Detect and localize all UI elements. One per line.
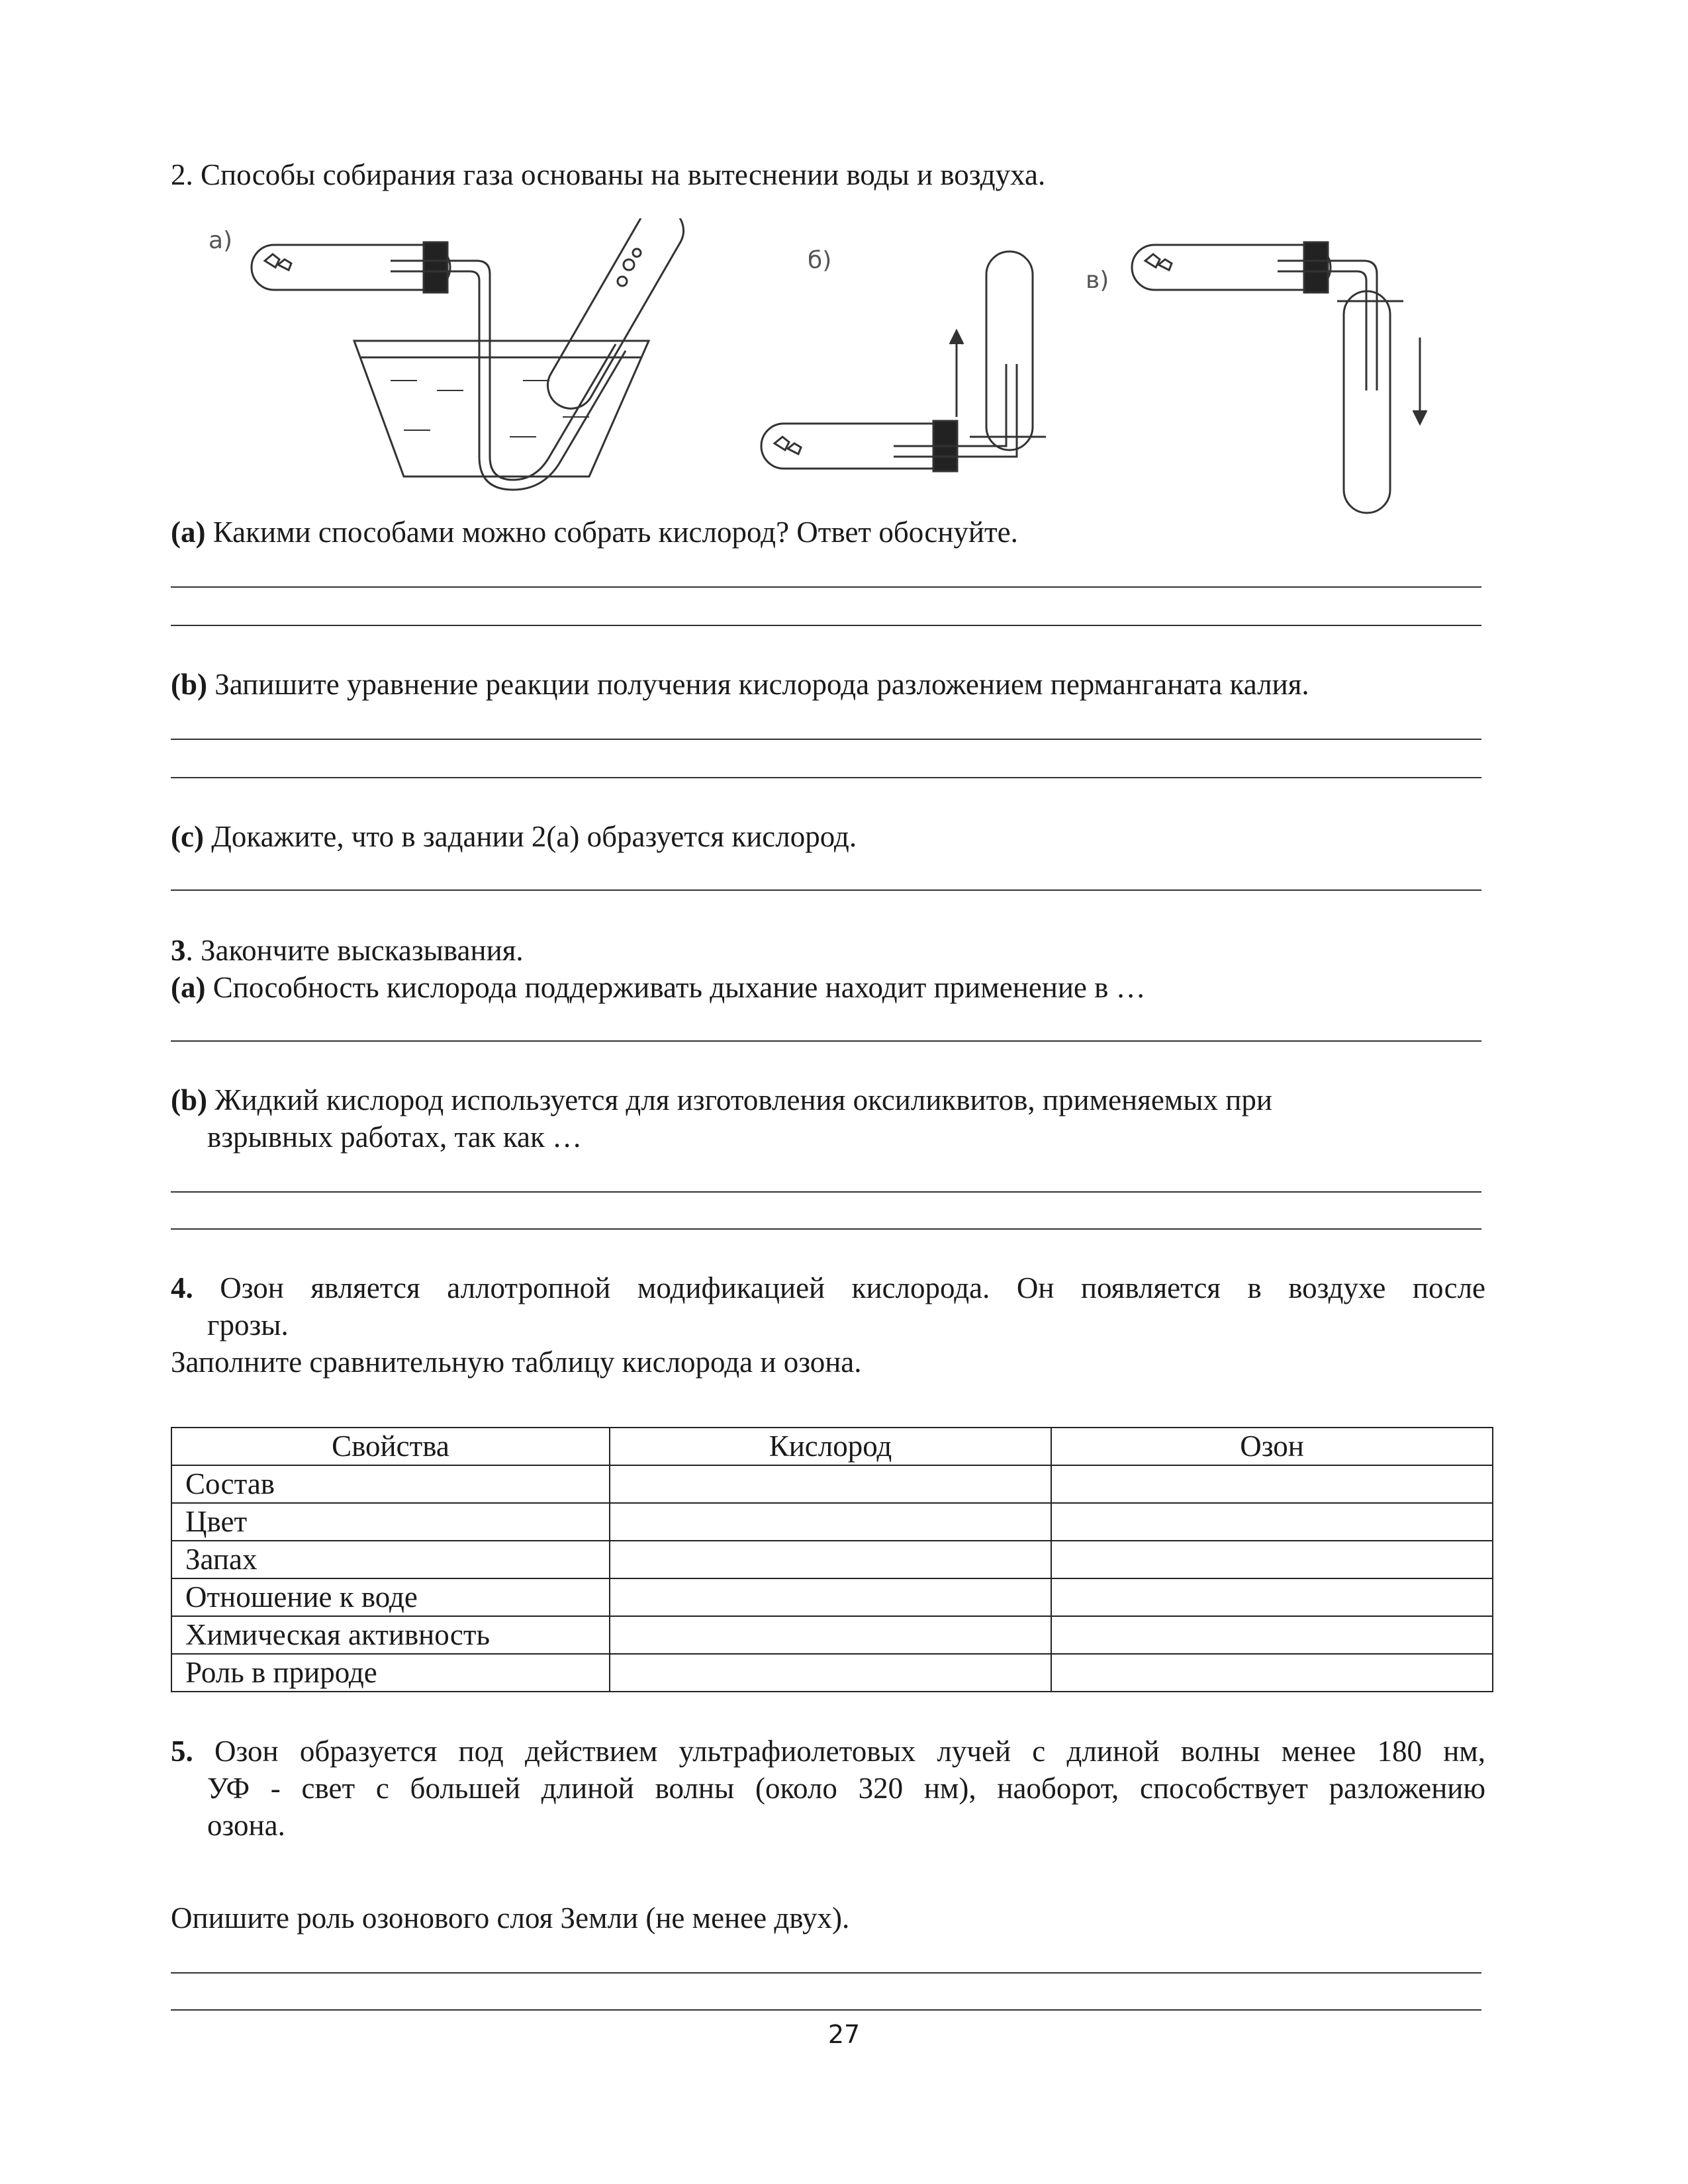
table-row bbox=[171, 1503, 1493, 1541]
ozone-cell[interactable] bbox=[1051, 1654, 1493, 1692]
q4-text: Озон является аллотропной модификацией кислорода. Он появляется в воздухе после bbox=[220, 1271, 1485, 1304]
answer-line[interactable] bbox=[171, 889, 1481, 891]
q2a-text: Какими способами можно собрать кислород? Ответ обоснуйте. bbox=[212, 516, 1018, 549]
q3a-question bbox=[171, 969, 1146, 1006]
header-oxygen: Кислород bbox=[610, 1428, 1051, 1465]
q2c-label: (c) bbox=[171, 820, 204, 853]
header-properties: Свойства bbox=[171, 1428, 610, 1465]
oxygen-cell[interactable] bbox=[610, 1465, 1051, 1503]
table-row bbox=[171, 1541, 1493, 1578]
gas-collection-diagram bbox=[192, 218, 1489, 529]
q4-text-line2: грозы. bbox=[207, 1308, 289, 1342]
answer-line[interactable] bbox=[171, 2009, 1481, 2011]
row-label: Отношение к воде bbox=[171, 1578, 610, 1616]
ozone-cell[interactable] bbox=[1051, 1465, 1493, 1503]
ozone-cell[interactable] bbox=[1051, 1578, 1493, 1616]
answer-line[interactable] bbox=[171, 1972, 1481, 1974]
ozone-cell[interactable] bbox=[1051, 1541, 1493, 1578]
table-header-row bbox=[171, 1428, 1493, 1465]
row-label: Роль в природе bbox=[171, 1654, 610, 1692]
answer-line[interactable] bbox=[171, 777, 1481, 778]
q2-heading: 2. Способы собирания газа основаны на вытеснении воды и воздуха. bbox=[171, 158, 1046, 191]
row-label: Запах bbox=[171, 1541, 610, 1578]
stopper-a bbox=[424, 242, 447, 293]
row-label: Цвет bbox=[171, 1503, 610, 1541]
q4-number: 4. bbox=[171, 1271, 193, 1304]
q3-heading bbox=[171, 932, 524, 969]
figure-label-v: в) bbox=[1086, 267, 1109, 294]
figure-label-a: а) bbox=[209, 227, 233, 254]
table-row bbox=[171, 1616, 1493, 1654]
row-label: Химическая активность bbox=[171, 1616, 610, 1654]
oxygen-cell[interactable] bbox=[610, 1654, 1051, 1692]
q3b-text-line2: взрывных работах, так как … bbox=[207, 1120, 583, 1154]
q2c-text: Докажите, что в задании 2(а) образуется кислород. bbox=[211, 820, 857, 853]
oxygen-cell[interactable] bbox=[610, 1578, 1051, 1616]
figure-label-b: б) bbox=[808, 247, 832, 274]
table-row bbox=[171, 1578, 1493, 1616]
answer-line[interactable] bbox=[171, 586, 1481, 588]
q3-number: 3 bbox=[171, 934, 186, 967]
oxygen-cell[interactable] bbox=[610, 1616, 1051, 1654]
q2c-question bbox=[171, 818, 857, 855]
table-row bbox=[171, 1654, 1493, 1692]
header-ozone: Озон bbox=[1051, 1428, 1493, 1465]
q3-heading-text: . Закончите высказывания. bbox=[185, 934, 524, 967]
delivery-tube-a bbox=[391, 261, 616, 480]
gas-collection-figure bbox=[192, 218, 1489, 529]
ozone-cell[interactable] bbox=[1051, 1616, 1493, 1654]
q3a-label: (a) bbox=[171, 971, 206, 1004]
answer-line[interactable] bbox=[171, 1228, 1481, 1230]
oxygen-cell[interactable] bbox=[610, 1541, 1051, 1578]
q5-text-line3: озона. bbox=[207, 1809, 285, 1842]
q5-text-line1 bbox=[171, 1733, 1485, 1770]
answer-line[interactable] bbox=[171, 625, 1481, 626]
q4-instruction: Заполните сравнительную таблицу кислорода и озона. bbox=[171, 1345, 862, 1379]
ozone-cell[interactable] bbox=[1051, 1503, 1493, 1541]
q5-number: 5. bbox=[171, 1735, 193, 1768]
q2b-text: Запишите уравнение реакции получения кислорода разложением перманганата калия. bbox=[214, 668, 1309, 701]
q3b-question bbox=[171, 1081, 1272, 1118]
page-number: 27 bbox=[827, 2020, 861, 2049]
answer-line[interactable] bbox=[171, 1040, 1481, 1042]
test-tube-a-inverted bbox=[539, 218, 692, 417]
answer-line[interactable] bbox=[171, 739, 1481, 740]
q3b-label: (b) bbox=[171, 1083, 207, 1116]
q4-text-line1 bbox=[171, 1269, 1485, 1306]
q3b-text-line1: Жидкий кислород используется для изготовления оксиликвитов, применяемых при bbox=[214, 1083, 1272, 1116]
q2a-label: (a) bbox=[171, 516, 206, 549]
q5-text: Озон образуется под действием ультрафиолетовых лучей с длиной волны менее 180 нм, bbox=[214, 1735, 1485, 1768]
stopper-v bbox=[1304, 242, 1328, 293]
test-tube-b-vertical bbox=[986, 251, 1033, 450]
q3a-text: Способность кислорода поддерживать дыхание находит применение в … bbox=[212, 971, 1146, 1004]
q5-task: Опишите роль озонового слоя Земли (не менее двух). bbox=[171, 1901, 850, 1934]
answer-line[interactable] bbox=[171, 1191, 1481, 1193]
q2b-question bbox=[171, 666, 1309, 703]
q2b-label: (b) bbox=[171, 668, 207, 701]
oxygen-cell[interactable] bbox=[610, 1503, 1051, 1541]
q5-text-line2: УФ - свет с большей длиной волны (около 320 нм), наоборот, способствует разложению bbox=[207, 1772, 1485, 1805]
row-label: Состав bbox=[171, 1465, 610, 1503]
table-row bbox=[171, 1465, 1493, 1503]
comparison-table bbox=[171, 1427, 1493, 1692]
q2a-question bbox=[171, 514, 1018, 551]
